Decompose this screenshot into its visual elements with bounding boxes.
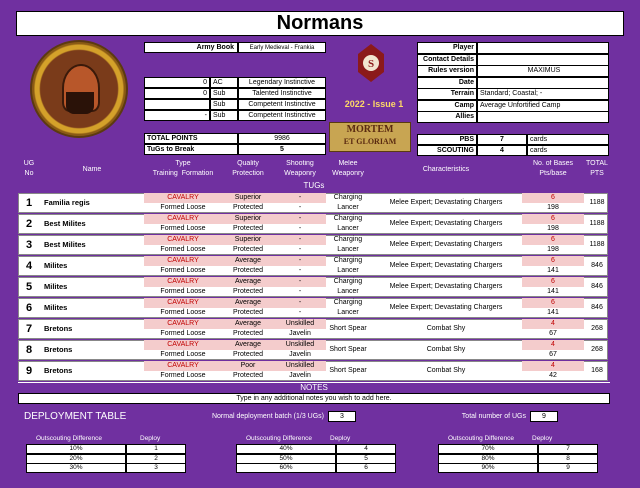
unit-formation: Formed Loose (160, 246, 206, 253)
deploy-value: 9 (538, 463, 598, 473)
camp-field[interactable]: Average Unfortified Camp (477, 100, 609, 112)
army-title: Normans (16, 11, 624, 36)
unit-weaponry: Javelin (289, 330, 311, 337)
unit-total-pts: 1188 (589, 220, 605, 227)
outscouting-value: 40% (236, 444, 336, 454)
tugs-break-label: TuGs to Break (144, 144, 238, 155)
unit-total-pts: 846 (591, 262, 603, 269)
unit-quality: Average (222, 340, 274, 350)
deploy-value: 7 (538, 444, 598, 454)
contact-label: Contact Details (417, 54, 477, 66)
unit-weaponry: - (298, 267, 302, 274)
deploy-value: 4 (336, 444, 396, 454)
instinct-number[interactable]: 0 (144, 88, 210, 99)
total-ugs-label: Total number of UGs (461, 413, 526, 420)
unit-characteristics: Combat Shy (426, 346, 466, 353)
instinct-type: AC (210, 77, 238, 88)
unit-type: CAVALRY (144, 235, 222, 245)
unit-protection: Protected (233, 351, 263, 358)
unit-number: 1 (25, 197, 33, 209)
unit-name[interactable]: Bretons (44, 345, 73, 354)
instinct-value: Talented Instinctive (238, 88, 326, 99)
unit-pts-per-base: 198 (547, 225, 559, 232)
unit-bases: 4 (522, 319, 584, 329)
instinct-type: Sub (210, 99, 238, 110)
unit-shooting: - (274, 235, 326, 245)
instinct-value: Competent Instinctive (238, 99, 326, 110)
unit-characteristics: Melee Expert; Devastating Chargers (389, 283, 503, 290)
outscouting-value: 10% (26, 444, 126, 454)
unit-formation: Formed Loose (160, 372, 206, 379)
army-book-value[interactable]: Early Medieval - Frankia (238, 42, 326, 53)
outscouting-value: 20% (26, 454, 126, 464)
unit-melee: Charging (333, 215, 363, 222)
total-ugs-value: 9 (530, 411, 558, 422)
unit-bases: 6 (522, 298, 584, 308)
unit-melee: Charging (333, 236, 363, 243)
col-header-ug: UG No (23, 160, 35, 177)
unit-melee: Charging (333, 194, 363, 201)
deploy-header: Deploy (140, 435, 161, 442)
unit-number: 4 (25, 260, 33, 272)
unit-total-pts: 168 (591, 367, 603, 374)
unit-bases: 6 (522, 193, 584, 203)
unit-name[interactable]: Best Milites (44, 219, 86, 228)
deploy-value: 6 (336, 463, 396, 473)
batch-value: 3 (328, 411, 356, 422)
unit-quality: Average (222, 319, 274, 329)
allies-field[interactable] (477, 111, 609, 123)
logo-line-2: ET GLORIAM (343, 137, 397, 146)
outscouting-header: Outscouting Difference (246, 435, 312, 442)
player-field[interactable] (477, 42, 609, 54)
unit-total-pts: 268 (591, 325, 603, 332)
unit-quality: Average (222, 298, 274, 308)
instinct-number[interactable] (144, 99, 210, 110)
outscouting-value: 80% (438, 454, 538, 464)
unit-formation: Formed Loose (160, 330, 206, 337)
col-header-bases: No. of Bases Pts/base (532, 160, 574, 177)
unit-name[interactable]: Bretons (44, 366, 73, 375)
instinct-type: Sub (210, 110, 238, 121)
unit-pts-per-base: 42 (549, 372, 557, 379)
unit-name[interactable]: Milites (44, 303, 68, 312)
unit-number: 3 (25, 239, 33, 251)
outscouting-value: 60% (236, 463, 336, 473)
deploy-value: 2 (126, 454, 186, 464)
unit-type: CAVALRY (144, 214, 222, 224)
outscouting-header: Outscouting Difference (36, 435, 102, 442)
batch-label: Normal deployment batch (1/3 UGs) (211, 413, 324, 420)
unit-shooting: - (274, 193, 326, 203)
unit-shooting: Unskilled (274, 319, 326, 329)
army-book-label: Army Book (196, 44, 234, 51)
unit-characteristics: Combat Shy (426, 367, 466, 374)
unit-number: 5 (25, 281, 33, 293)
unit-total-pts: 846 (591, 283, 603, 290)
unit-protection: Protected (233, 372, 263, 379)
unit-melee: Short Spear (329, 325, 367, 332)
terrain-field[interactable]: Standard; Coastal; - (477, 88, 609, 100)
unit-melee-weapon: Lancer (337, 225, 359, 232)
unit-pts-per-base: 141 (547, 288, 559, 295)
unit-protection: Protected (233, 246, 263, 253)
unit-characteristics: Melee Expert; Devastating Chargers (389, 304, 503, 311)
unit-characteristics: Combat Shy (426, 325, 466, 332)
unit-weaponry: Javelin (289, 351, 311, 358)
unit-shooting: Unskilled (274, 340, 326, 350)
col-header-name: Name (82, 166, 102, 173)
unit-quality: Poor (222, 361, 274, 371)
rules-field[interactable]: MAXIMUS (477, 65, 609, 77)
unit-number: 9 (25, 365, 33, 377)
col-header-shooting: Shooting Weaponry (284, 160, 316, 177)
unit-protection: Protected (233, 288, 263, 295)
spartan-helmet-logo (30, 40, 128, 138)
deploy-value: 8 (538, 454, 598, 464)
unit-type: CAVALRY (144, 298, 222, 308)
unit-number: 6 (25, 302, 33, 314)
unit-shooting: - (274, 214, 326, 224)
unit-protection: Protected (233, 204, 263, 211)
deploy-value: 5 (336, 454, 396, 464)
mortem-et-gloriam-logo (329, 122, 411, 152)
unit-type: CAVALRY (144, 361, 222, 371)
unit-melee-weapon: Lancer (337, 267, 359, 274)
issue-label: 2022 - Issue 1 (344, 99, 404, 109)
unit-pts-per-base: 141 (547, 309, 559, 316)
deploy-value: 3 (126, 463, 186, 473)
svg-text:S: S (367, 58, 375, 70)
unit-formation: Formed Loose (160, 204, 206, 211)
unit-melee: Charging (333, 257, 363, 264)
total-points-label: TOTAL POINTS (144, 133, 238, 144)
deploy-header: Deploy (532, 435, 553, 442)
unit-total-pts: 268 (591, 346, 603, 353)
tugs-section-label: TUGs (303, 181, 325, 190)
unit-bases: 6 (522, 235, 584, 245)
col-header-characteristics: Characteristics (422, 166, 470, 173)
col-header-type: Type Training Formation (152, 160, 214, 177)
unit-total-pts: 846 (591, 304, 603, 311)
unit-quality: Superior (222, 235, 274, 245)
unit-melee-weapon: Lancer (337, 204, 359, 211)
unit-total-pts: 1188 (589, 199, 605, 206)
unit-name[interactable]: Best Milites (44, 240, 86, 249)
unit-quality: Superior (222, 193, 274, 203)
army-book-label-cell (144, 42, 238, 53)
player-label: Player (417, 42, 477, 54)
unit-pts-per-base: 198 (547, 204, 559, 211)
deployment-title: DEPLOYMENT TABLE (24, 411, 127, 422)
unit-formation: Formed Loose (160, 309, 206, 316)
unit-melee-weapon: Lancer (337, 309, 359, 316)
unit-melee: Charging (333, 299, 363, 306)
unit-type: CAVALRY (144, 256, 222, 266)
unit-bases: 6 (522, 277, 584, 287)
pbs-value: 7 (477, 134, 527, 145)
unit-formation: Formed Loose (160, 288, 206, 295)
col-header-total: TOTAL PTS (586, 160, 608, 177)
deploy-header: Deploy (330, 435, 351, 442)
unit-bases: 4 (522, 361, 584, 371)
unit-formation: Formed Loose (160, 351, 206, 358)
outscouting-value: 50% (236, 454, 336, 464)
instinct-type: Sub (210, 88, 238, 99)
unit-characteristics: Melee Expert; Devastating Chargers (389, 262, 503, 269)
unit-protection: Protected (233, 267, 263, 274)
outscouting-value: 90% (438, 463, 538, 473)
unit-quality: Average (222, 277, 274, 287)
unit-formation: Formed Loose (160, 267, 206, 274)
unit-quality: Average (222, 256, 274, 266)
outscouting-value: 30% (26, 463, 126, 473)
outscouting-value: 70% (438, 444, 538, 454)
col-header-quality: Quality Protection (232, 160, 264, 177)
allies-label: Allies (417, 111, 477, 123)
unit-number: 8 (25, 344, 33, 356)
unit-shooting: - (274, 298, 326, 308)
pbs-label: PBS (417, 134, 477, 145)
unit-name[interactable]: Milites (44, 261, 68, 270)
instinct-number[interactable]: - (144, 110, 210, 121)
unit-total-pts: 1188 (589, 241, 605, 248)
unit-weaponry: - (298, 288, 302, 295)
unit-name[interactable]: Familia regis (44, 198, 90, 207)
unit-bases: 6 (522, 214, 584, 224)
instinct-number[interactable]: 0 (144, 77, 210, 88)
logo-line-1: MORTEM (346, 124, 394, 135)
date-field[interactable] (477, 77, 609, 89)
deploy-value: 1 (126, 444, 186, 454)
date-label: Date (417, 77, 477, 89)
unit-pts-per-base: 67 (549, 330, 557, 337)
unit-bases: 4 (522, 340, 584, 350)
unit-pts-per-base: 67 (549, 351, 557, 358)
unit-protection: Protected (233, 309, 263, 316)
contact-field[interactable] (477, 54, 609, 66)
unit-weaponry: Javelin (289, 372, 311, 379)
unit-melee: Short Spear (329, 346, 367, 353)
col-header-melee: Melee Weaponry (332, 160, 364, 177)
rules-label: Rules version (417, 65, 477, 77)
unit-quality: Superior (222, 214, 274, 224)
outscouting-header: Outscouting Difference (448, 435, 514, 442)
scouting-label: SCOUTING (417, 145, 477, 156)
unit-melee: Short Spear (329, 367, 367, 374)
camp-label: Camp (417, 100, 477, 112)
total-points-value: 9986 (238, 133, 326, 144)
unit-type: CAVALRY (144, 277, 222, 287)
unit-shooting: - (274, 256, 326, 266)
unit-melee: Charging (333, 278, 363, 285)
unit-type: CAVALRY (144, 340, 222, 350)
unit-characteristics: Melee Expert; Devastating Chargers (389, 220, 503, 227)
scouting-unit: cards (527, 145, 609, 156)
unit-bases: 6 (522, 256, 584, 266)
unit-name[interactable]: Bretons (44, 324, 73, 333)
pbs-unit: cards (527, 134, 609, 145)
unit-formation: Formed Loose (160, 225, 206, 232)
mortem-emblem-icon (358, 44, 384, 82)
unit-protection: Protected (233, 225, 263, 232)
unit-shooting: - (274, 277, 326, 287)
unit-weaponry: - (298, 309, 302, 316)
notes-field[interactable]: Type in any additional notes you wish to add here. (18, 393, 610, 404)
unit-pts-per-base: 198 (547, 246, 559, 253)
unit-name[interactable]: Milites (44, 282, 68, 291)
unit-shooting: Unskilled (274, 361, 326, 371)
unit-type: CAVALRY (144, 319, 222, 329)
unit-number: 7 (25, 323, 33, 335)
notes-label: NOTES (18, 382, 610, 393)
unit-protection: Protected (233, 330, 263, 337)
unit-weaponry: - (298, 225, 302, 232)
unit-number: 2 (25, 218, 33, 230)
unit-melee-weapon: Lancer (337, 288, 359, 295)
terrain-label: Terrain (417, 88, 477, 100)
scouting-value: 4 (477, 145, 527, 156)
unit-characteristics: Melee Expert; Devastating Chargers (389, 241, 503, 248)
unit-type: CAVALRY (144, 193, 222, 203)
unit-characteristics: Melee Expert; Devastating Chargers (389, 199, 503, 206)
instinct-value: Legendary Instinctive (238, 77, 326, 88)
unit-melee-weapon: Lancer (337, 246, 359, 253)
unit-weaponry: - (298, 204, 302, 211)
tugs-break-value: 5 (238, 144, 326, 155)
unit-pts-per-base: 141 (547, 267, 559, 274)
unit-weaponry: - (298, 246, 302, 253)
instinct-value: Competent Instinctive (238, 110, 326, 121)
